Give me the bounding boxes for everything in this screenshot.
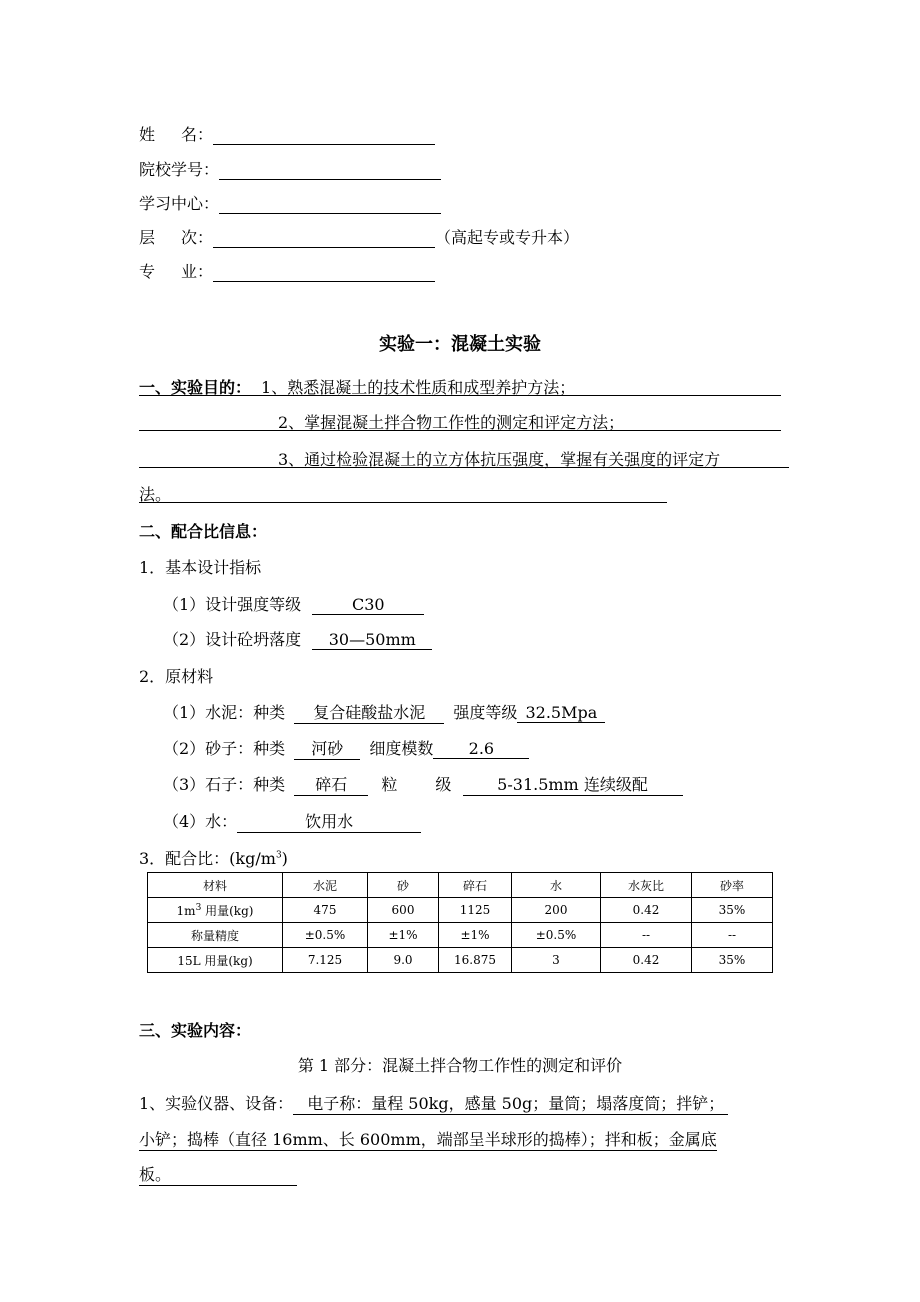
table-cell: ±0.5% [512, 923, 601, 948]
study-center-label: 学习中心： [139, 194, 220, 213]
row1-label-end: 用量(kg) [201, 903, 254, 918]
materials-heading: 2．原材料 [139, 667, 214, 686]
strength-row [163, 592, 424, 615]
major-label-a: 专 [139, 262, 156, 281]
water-row [163, 809, 421, 833]
cement-grade: 32.5Mpa [517, 703, 605, 723]
table-cell: 16.875 [439, 948, 512, 973]
level-label-a: 层 [139, 228, 156, 247]
purpose-line-1 [139, 375, 781, 396]
water-label: （4）水： [163, 812, 238, 831]
table-cell: 35% [692, 898, 773, 923]
purpose-item-3-cont: 法。 [139, 485, 172, 504]
table-cell: ±1% [439, 923, 512, 948]
equipment-text-2: 小铲；捣棒（直径 16mm、长 600mm，端部呈半球形的捣棒）；拌和板；金属底 [139, 1127, 717, 1151]
equipment-line-1 [139, 1091, 728, 1115]
table-cell: 1125 [439, 898, 512, 923]
stone-type: 碎石 [294, 772, 368, 796]
water-type: 饮用水 [237, 809, 421, 833]
stone-size-label-b: 级 [435, 775, 452, 794]
sand-fm: 2.6 [433, 739, 529, 759]
table-row [148, 898, 773, 923]
sand-fm-label: 细度模数 [369, 739, 434, 758]
table-cell: 600 [368, 898, 439, 923]
ratio-heading [139, 846, 288, 869]
table-cell: 475 [283, 898, 368, 923]
ratio-heading-sup: 3 [275, 850, 282, 861]
name-label-a: 姓 [139, 125, 156, 144]
content-heading: 三、实验内容： [139, 1021, 252, 1040]
strength-label: （1）设计强度等级 [163, 595, 302, 614]
equipment-text-3: 板。 [139, 1162, 297, 1186]
cement-label: （1）水泥：种类 [163, 703, 286, 722]
table-header-cell: 水灰比 [601, 873, 692, 898]
sand-type: 河砂 [294, 736, 360, 760]
ratio-heading-end: ) [281, 849, 288, 868]
table-header-row [148, 873, 773, 898]
table-cell: 15L 用量(kg) [148, 948, 283, 973]
ratio-heading-text: 3．配合比：(kg/m [139, 849, 276, 868]
strength-value: C30 [312, 595, 424, 615]
name-field-row [139, 122, 435, 145]
purpose-heading: 一、实验目的： [139, 378, 252, 397]
table-cell: 35% [692, 948, 773, 973]
cement-type: 复合硅酸盐水泥 [294, 700, 444, 724]
level-note: （高起专或专升本） [435, 228, 580, 247]
table-header-cell: 砂 [368, 873, 439, 898]
table-cell: ±1% [368, 923, 439, 948]
name-input[interactable] [213, 126, 435, 145]
major-label-b: 业： [181, 262, 214, 281]
table-cell: 9.0 [368, 948, 439, 973]
stone-row [163, 772, 683, 796]
table-cell: ±0.5% [283, 923, 368, 948]
table-cell: 7.125 [283, 948, 368, 973]
slump-row [163, 627, 432, 650]
table-cell [148, 898, 283, 923]
purpose-item-1: 1、熟悉混凝土的技术性质和成型养护方法； [261, 378, 576, 397]
row1-label: 1m [176, 903, 196, 918]
design-heading: 1．基本设计指标 [139, 558, 262, 577]
row1-label-sup: 3 [195, 902, 202, 913]
table-cell: 称量精度 [148, 923, 283, 948]
study-center-input[interactable] [219, 195, 441, 214]
table-header-cell: 砂率 [692, 873, 773, 898]
table-cell: -- [692, 923, 773, 948]
table-header-cell: 材料 [148, 873, 283, 898]
student-id-input[interactable] [219, 161, 441, 180]
part1-heading: 第 1 部分：混凝土拌合物工作性的测定和评价 [297, 1056, 623, 1075]
page-title: 实验一：混凝土实验 [379, 334, 541, 355]
table-cell: -- [601, 923, 692, 948]
table-cell: 0.42 [601, 898, 692, 923]
study-center-field-row [139, 191, 441, 214]
table-cell: 200 [512, 898, 601, 923]
equipment-label: 1、实验仪器、设备： [139, 1094, 294, 1113]
mix-info-heading: 二、配合比信息： [139, 522, 268, 541]
equipment-line-3 [139, 1162, 297, 1186]
mix-ratio-table [147, 872, 773, 973]
student-id-label: 院校学号： [139, 160, 220, 179]
level-input[interactable] [213, 229, 435, 248]
table-header-cell: 水 [512, 873, 601, 898]
level-field-row [139, 225, 579, 248]
major-input[interactable] [213, 263, 435, 282]
table-cell: 3 [512, 948, 601, 973]
purpose-line-4 [139, 482, 667, 503]
student-id-field-row [139, 157, 441, 180]
table-header-cell: 碎石 [439, 873, 512, 898]
cement-grade-label: 强度等级 [453, 703, 518, 722]
table-row [148, 948, 773, 973]
stone-size-label-a: 粒 [381, 775, 398, 794]
slump-value: 30—50mm [312, 630, 432, 650]
purpose-item-3: 3、通过检验混凝土的立方体抗压强度，掌握有关强度的评定方 [278, 450, 721, 469]
table-cell: 0.42 [601, 948, 692, 973]
sand-row [163, 736, 529, 760]
purpose-line-3 [139, 447, 789, 468]
level-label-b: 次： [181, 228, 214, 247]
stone-label: （3）石子：种类 [163, 775, 286, 794]
purpose-line-2 [139, 410, 781, 431]
slump-label: （2）设计砼坍落度 [163, 630, 302, 649]
cement-row [163, 700, 605, 724]
equipment-text-1: 电子称：量程 50kg，感量 50g；量筒；塌落度筒；拌铲； [293, 1091, 728, 1115]
major-field-row [139, 259, 435, 282]
sand-label: （2）砂子：种类 [163, 739, 286, 758]
stone-size: 5-31.5mm 连续级配 [463, 772, 683, 796]
equipment-line-2 [139, 1127, 717, 1151]
name-label-b: 名： [181, 125, 214, 144]
purpose-item-2: 2、掌握混凝土拌合物工作性的测定和评定方法； [278, 413, 625, 432]
table-row [148, 923, 773, 948]
table-header-cell: 水泥 [283, 873, 368, 898]
